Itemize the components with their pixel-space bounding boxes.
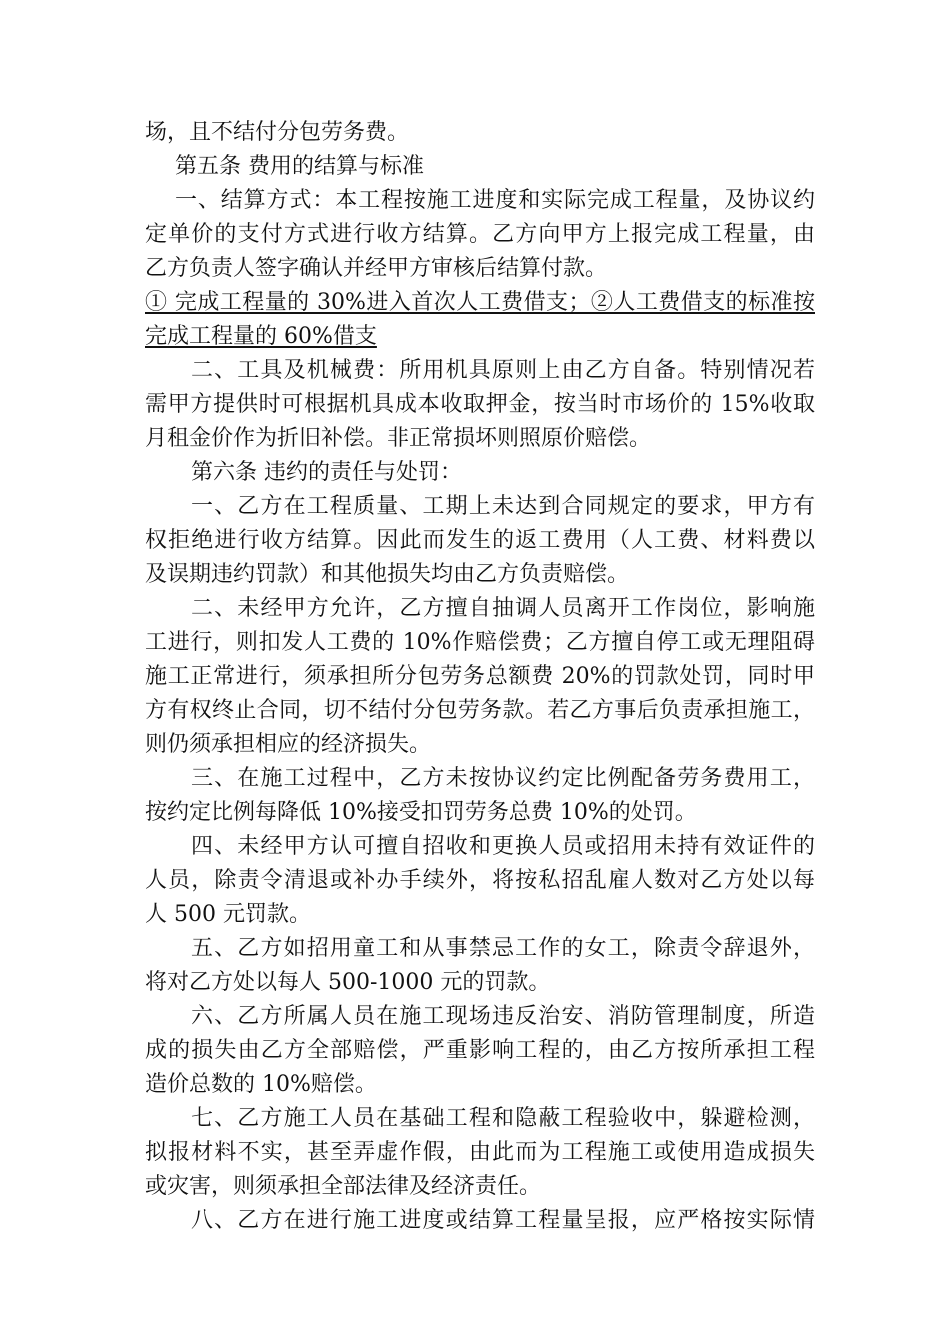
underlined-text-line xyxy=(145,320,815,354)
text-line: 一、结算方式：本工程按施工进度和实际完成工程量，及协议约 xyxy=(175,188,815,213)
text-line: 按约定比例每降低 10%接受扣罚劳务总费 10%的处罚。 xyxy=(145,800,697,825)
text-line: 六、乙方所属人员在施工现场违反治安、消防管理制度，所造 xyxy=(191,1004,815,1029)
text-line: 乙方负责人签字确认并经甲方审核后结算付款。 xyxy=(145,256,608,281)
text-line: 则仍须承担相应的经济损失。 xyxy=(145,732,432,757)
text-line: 一、乙方在工程质量、工期上未达到合同规定的要求，甲方有 xyxy=(191,494,815,519)
text-line: 将对乙方处以每人 500-1000 元的罚款。 xyxy=(145,970,551,995)
underlined-text: 完成工程量的 60%借支 xyxy=(145,324,377,349)
underlined-text-line xyxy=(145,286,815,320)
text-line: 拟报材料不实，甚至弄虚作假，由此而为工程施工或使用造成损失 xyxy=(145,1140,815,1165)
text-line: 月租金价作为折旧补偿。非正常损坏则照原价赔偿。 xyxy=(145,426,652,451)
text-line: 七、乙方施工人员在基础工程和隐蔽工程验收中，躲避检测， xyxy=(191,1106,815,1131)
document-body xyxy=(145,116,815,1238)
text-line: 二、工具及机械费：所用机具原则上由乙方自备。特别情况若 xyxy=(191,358,815,383)
text-line: 二、未经甲方允许，乙方擅自抽调人员离开工作岗位，影响施 xyxy=(191,596,815,621)
text-line: 人员，除责令清退或补办手续外，将按私招乱雇人数对乙方处以每 xyxy=(145,868,815,893)
text-line: 施工正常进行，须承担所分包劳务总额费 20%的罚款处罚，同时甲 xyxy=(145,664,815,689)
section-heading: 第六条 违约的责任与处罚： xyxy=(191,460,462,485)
text-line: 三、在施工过程中，乙方未按协议约定比例配备劳务费用工， xyxy=(191,766,815,791)
text-line: 四、未经甲方认可擅自招收和更换人员或招用未持有效证件的 xyxy=(191,834,815,859)
underlined-text: ① 完成工程量的 30%进入首次人工费借支；②人工费借支的标准按 xyxy=(145,290,815,315)
text-line: 定单价的支付方式进行收方结算。乙方向甲方上报完成工程量，由 xyxy=(145,222,815,247)
text-line: 造价总数的 10%赔偿。 xyxy=(145,1072,377,1097)
text-line: 权拒绝进行收方结算。因此而发生的返工费用（人工费、材料费以 xyxy=(145,528,815,553)
text-line: 人 500 元罚款。 xyxy=(145,902,311,927)
text-line: 方有权终止合同，切不结付分包劳务款。若乙方事后负责承担施工， xyxy=(145,698,815,723)
text-line: 场，且不结付分包劳务费。 xyxy=(145,120,410,145)
text-line: 八、乙方在进行施工进度或结算工程量呈报，应严格按实际情 xyxy=(191,1208,815,1233)
text-line: 五、乙方如招用童工和从事禁忌工作的女工，除责令辞退外， xyxy=(191,936,815,961)
text-line: 需甲方提供时可根据机具成本收取押金，按当时市场价的 15%收取 xyxy=(145,392,815,417)
text-line: 及误期违约罚款）和其他损失均由乙方负责赔偿。 xyxy=(145,562,630,587)
text-line: 成的损失由乙方全部赔偿，严重影响工程的，由乙方按所承担工程 xyxy=(145,1038,815,1063)
text-line: 或灾害，则须承担全部法律及经济责任。 xyxy=(145,1174,542,1199)
section-heading: 第五条 费用的结算与标准 xyxy=(175,154,424,179)
text-line: 工进行，则扣发人工费的 10%作赔偿费；乙方擅自停工或无理阻碍 xyxy=(145,630,815,655)
